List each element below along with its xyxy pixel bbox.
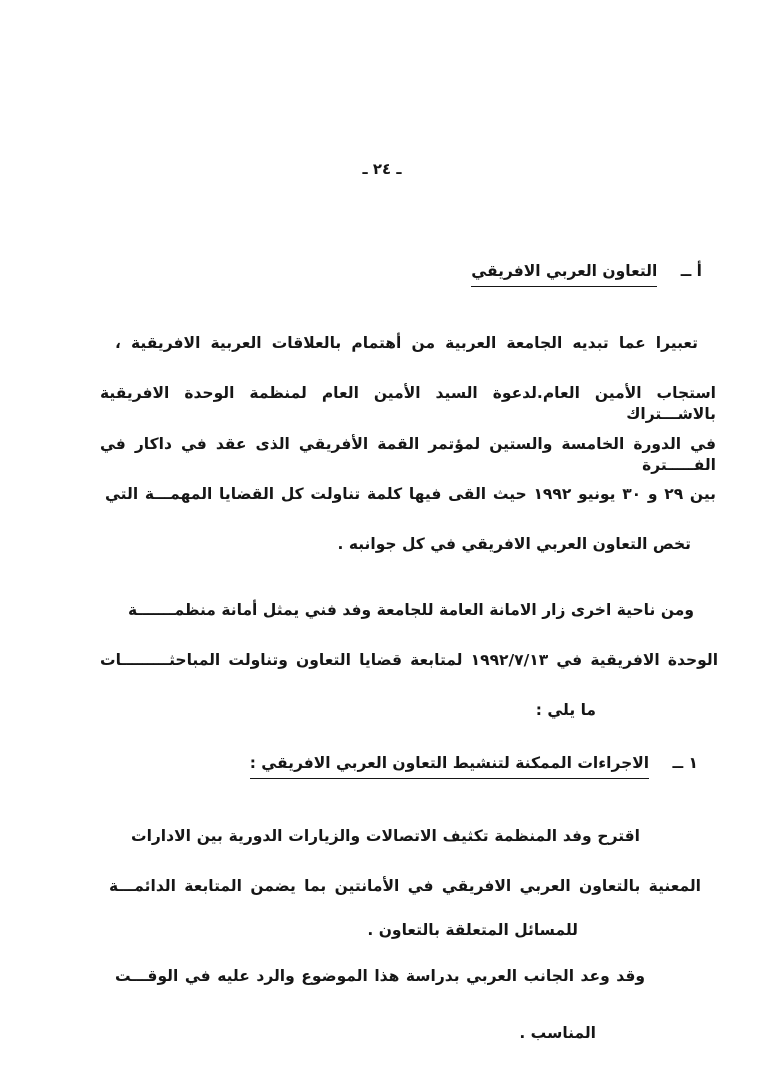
paragraph-line: للمسائل المتعلقة بالتعاون . bbox=[367, 921, 578, 939]
paragraph-line: اقترح وفد المنظمة تكثيف الاتصالات والزيارات الدورية بين الادارات bbox=[131, 827, 640, 845]
numbered-heading-1 bbox=[250, 754, 698, 772]
paragraph-line: بين ٢٩ و ٣٠ يونيو ١٩٩٢ حيث القى فيها كلمة تناولت كل القضايا المهمـــة التي bbox=[105, 485, 717, 503]
paragraph-line: الوحدة الافريقية في ١٩٩٢/٧/١٣ لمتابعة قضايا التعاون وتناولت المباحثـــــــــات bbox=[100, 651, 719, 669]
paragraph-line: تعبيرا عما تبديه الجامعة العربية من أهتمام بالعلاقات العربية الافريقية ، bbox=[115, 334, 698, 352]
paragraph-line: وقد وعد الجانب العربي بدراسة هذا الموضوع والرد عليه في الوقـــت bbox=[115, 967, 645, 985]
paragraph-line: تخص التعاون العربي الافريقي في كل جوانبه . bbox=[337, 535, 691, 553]
page-number: ـ ٢٤ ـ bbox=[362, 160, 402, 178]
section-heading-a bbox=[471, 262, 702, 280]
paragraph-line: ما يلي : bbox=[535, 701, 596, 719]
section-a-title: التعاون العربي الافريقي bbox=[471, 262, 657, 287]
paragraph-line: ومن ناحية اخرى زار الامانة العامة للجامعة وفد فني يمثل أمانة منظمـــــــة bbox=[128, 601, 694, 619]
item-1-title: الاجراءات الممكنة لتنشيط التعاون العربي الافريقي : bbox=[250, 754, 649, 779]
paragraph-line: المعنية بالتعاون العربي الافريقي في الأمانتين بما يضمن المتابعة الدائمـــة bbox=[109, 877, 701, 895]
paragraph-line: المناسب . bbox=[519, 1024, 596, 1042]
paragraph-line: استجاب الأمين العام.لدعوة السيد الأمين العام لمنظمة الوحدة الافريقية بالاشـــتراك bbox=[100, 384, 716, 423]
item-1-marker: ١ ــ bbox=[672, 754, 698, 772]
paragraph-line: في الدورة الخامسة والستين لمؤتمر القمة الأفريقي الذى عقد في داكار في الفـــــترة bbox=[100, 435, 716, 474]
section-a-marker: أ ــ bbox=[680, 262, 702, 280]
